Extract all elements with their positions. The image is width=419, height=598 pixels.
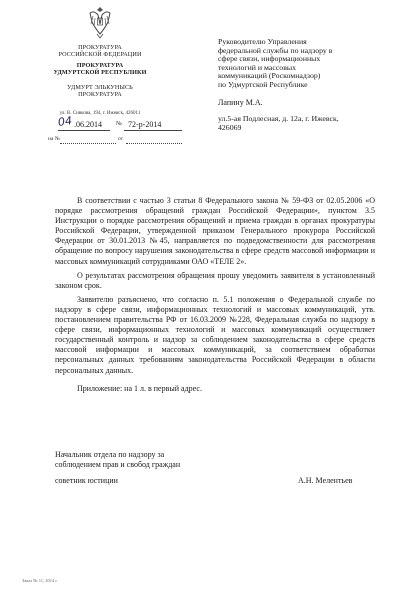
reference-line: [48, 136, 188, 146]
recipient-line: по Удмуртской Республике: [218, 79, 308, 89]
date-underline: [58, 130, 110, 131]
number-label: №: [116, 121, 122, 127]
sender-org-line: ПРОКУРАТУРА: [78, 44, 122, 51]
sender-address: ул. В. Сивкова, 194, г. Ижевск, 426011: [59, 111, 141, 116]
recipient-copy-address: [218, 115, 388, 132]
recipient-line: федеральной службы по надзору в: [218, 45, 333, 55]
sender-org-bold-line: ПРОКУРАТУРА: [76, 62, 124, 69]
body-paragraph: Заявителю разъяснено, что согласно п. 5.1 положения о Федеральной службе по надзору в сфере связи, информационных технологий и массовых коммуникаций, утв. постановлением правительства РФ от 16.03.2009 №228, Федеральная служба по надзору в сфере связи, информационных технологий и массовых коммуникаций осуществляет государственный контроль и надзор за соблюдением законодательства в сфере средств массовой информации и массовых коммуникаций, за соответствием обработки персональных данных требованиям законодательства Российской Федерации в области персональных данных.: [55, 294, 375, 375]
recipient-copy-name: Лапину М.А.: [218, 98, 263, 107]
recipient-address-line: 426069: [218, 122, 242, 132]
recipient-address-line: ул.5-ая Подлесная, д. 12а, г. Ижевск,: [218, 114, 339, 123]
attachment-note: Приложение: на 1 л. в первый адрес.: [77, 383, 202, 393]
recipient-line: коммуникаций (Роскомнадзор): [218, 71, 321, 81]
signature-name: А.Н. Мелентьев: [298, 476, 353, 485]
recipient-line: технологий и массовых: [218, 62, 297, 72]
signature-position-line: Начальник отдела по надзору за: [55, 450, 165, 459]
sender-org-udm: [25, 62, 175, 77]
ref-from-label: от: [118, 136, 124, 142]
coat-of-arms-emblem: [85, 4, 115, 40]
body-paragraph: В соответствии с частью 3 статьи 8 Федерального закона № 59-ФЗ от 02.05.2006 «О порядке рассмотрения обращений граждан Российской Федерации», пунктом 3.5 Инструкции о порядке рассмотрения обращений и приема граждан в органах прокуратуры Российской Федерации, утвержденной приказом Генерального прокурора Российской Федерации от 30.01.2013 №45, направляется по подведомственности для рассмотрения обращение по вопросу нарушения законодательства в сфере средств массовой информации и массовых коммуникаций сотрудниками ОАО «ТЕЛЕ 2».: [55, 196, 375, 266]
body-paragraph: О результатах рассмотрения обращения прошу уведомить заявителя в установленный законом срок.: [55, 270, 375, 290]
recipient-line: Руководителю Управления: [218, 37, 307, 46]
sender-org-bold-line: УДМУРТСКОЙ РЕСПУБЛИКИ: [53, 69, 147, 77]
sender-udm-line: УДМУРТ ЭЛЬКУНЫСЬ: [67, 84, 133, 91]
outgoing-number: 72-р-2014: [128, 120, 162, 129]
signature-position: [55, 450, 180, 470]
signature-rank: советник юстиции: [55, 476, 118, 485]
footer-code: Заказ № 11, 2014 г.: [22, 578, 58, 583]
ref-number-underline: [60, 143, 116, 144]
signature-position-line: соблюдением прав и свобод граждан: [55, 460, 181, 469]
number-underline: [124, 130, 182, 131]
date-printed: .06.2014: [74, 120, 102, 129]
recipient-block: [218, 38, 378, 90]
sender-org-rf: [25, 44, 175, 59]
date-handwritten: 04: [57, 114, 73, 129]
letter-body: [55, 196, 375, 394]
sender-org-udm-native: [25, 84, 175, 99]
recipient-line: сфере связи, информационных: [218, 54, 321, 64]
ref-label: на №: [48, 136, 61, 142]
date-number-line: [57, 114, 188, 132]
sender-org-line: РОССИЙСКОЙ ФЕДЕРАЦИИ: [58, 51, 142, 59]
sender-udm-line: ПРОКУРАТУРА: [78, 91, 122, 99]
ref-date-underline: [126, 143, 182, 144]
